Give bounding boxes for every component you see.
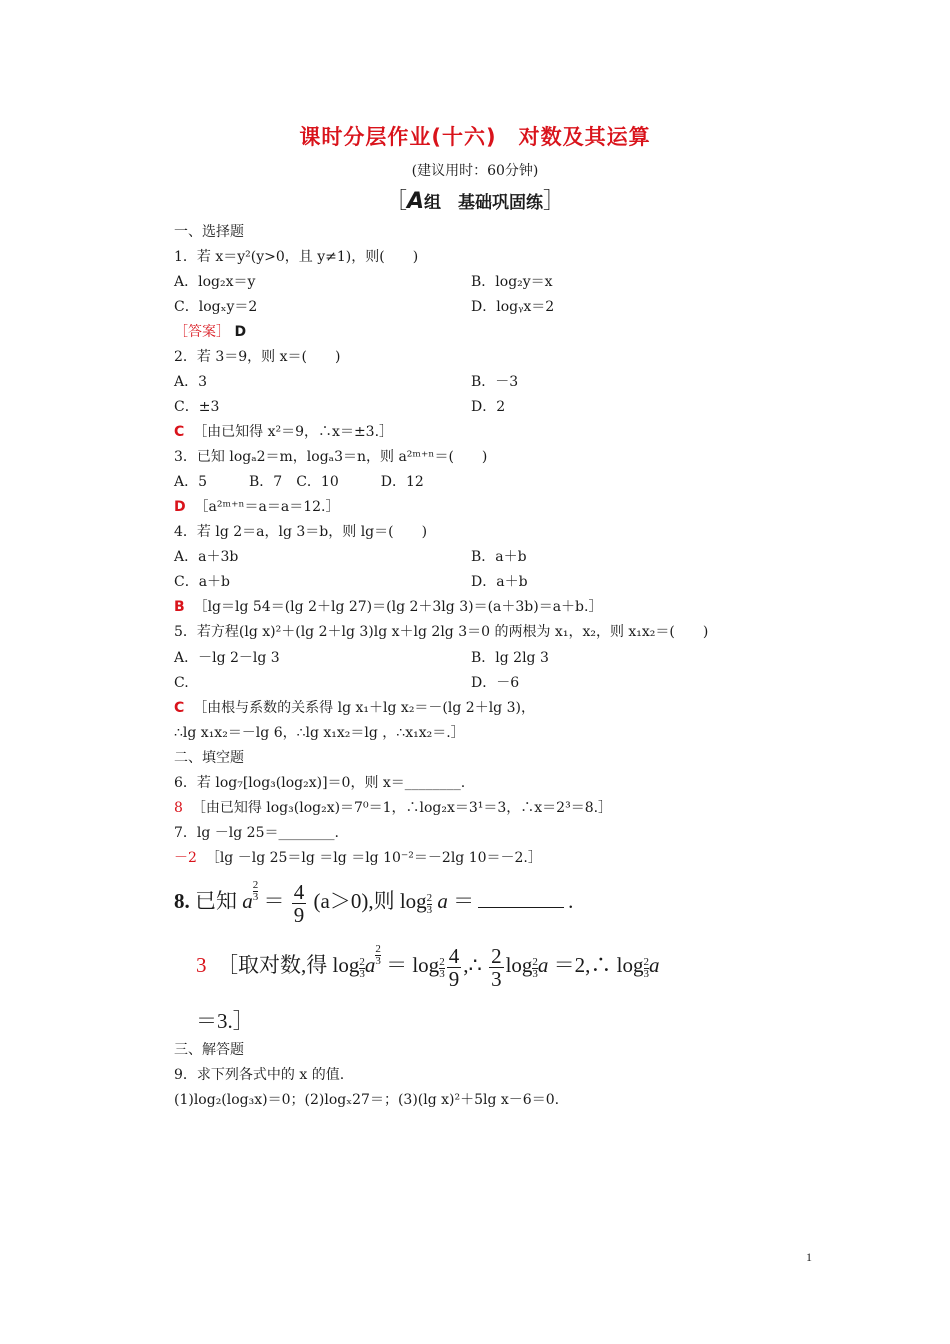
q8-expl-c: ＝2,∴ <box>553 953 612 977</box>
bracket-right: ］ <box>543 189 566 214</box>
q8-expl-b: ,∴ <box>463 953 482 977</box>
q1-option-c: C．logₓy＝2 <box>174 299 258 315</box>
q6-stem: 6．若 log₇[log₃(log₂x)]＝0，则 x＝________. <box>174 775 466 791</box>
q8-log-base: $\frac{2}{3}$ <box>426 892 433 917</box>
q2-option-c: C．±3 <box>174 399 220 415</box>
section-choice: 一、选择题 <box>174 224 244 240</box>
q5-stem: 5．若方程(lg x)²＋(lg 2＋lg 3)lg x＋lg 2lg 3＝0 的两根为 x₁，x₂，则 x₁x₂＝( ) <box>174 624 709 640</box>
q1-answer <box>174 322 246 342</box>
q1-option-d: D．logᵧx＝2 <box>471 299 555 315</box>
page-title: 课时分层作业(十六) 对数及其运算 <box>299 125 651 149</box>
q4-option-b: B．a＋b <box>471 549 527 565</box>
q8-tail-eq: ＝ <box>453 889 475 913</box>
q8-blank <box>478 887 564 908</box>
q8-period: . <box>568 889 574 913</box>
q9-stem: 9．求下列各式中的 x 的值. <box>174 1067 345 1083</box>
q4-stem: 4．若 lg 2＝a，lg 3＝b，则 lg＝( ) <box>174 524 428 540</box>
section-solve: 三、解答题 <box>174 1042 244 1058</box>
q4-option-a: A．a＋3b <box>174 549 239 565</box>
q7-answer-value: －2 <box>174 850 197 866</box>
group-letter: A <box>406 189 425 214</box>
q9-parts: (1)log₂(log₃x)＝0；(2)logₓ27＝；(3)(lg x)²＋5lg x－6＝0. <box>174 1092 560 1108</box>
q8-number: 8. <box>174 889 190 913</box>
q2-stem: 2．若 3＝9，则 x＝( ) <box>174 349 341 365</box>
q5-option-c: C. <box>174 675 189 691</box>
q5-explanation-2: ∴lg x₁x₂＝－lg 6，∴lg x₁x₂＝lg ，∴x₁x₂＝.］ <box>174 725 465 741</box>
q7-stem: 7．lg －lg 25＝________. <box>174 825 339 841</box>
q8-exponent: $\frac{2}{3}$ <box>252 879 259 903</box>
q8-eq: ＝ <box>263 889 285 913</box>
q8-then: ,则 <box>368 889 395 913</box>
q2-option-d: D．2 <box>471 399 506 415</box>
q4-answer-letter: B <box>174 599 185 615</box>
q5-option-a: A．－lg 2－lg 3 <box>174 650 280 666</box>
q4-explanation: ［lg＝lg 54＝(lg 2＋lg 27)＝(lg 2＋3lg 3)＝(a＋3b)＝a＋b.］ <box>193 599 603 615</box>
q3-explanation: ［a²ᵐ⁺ⁿ＝a＝a＝12.］ <box>194 499 340 515</box>
q3-stem: 3．已知 logₐ2＝m，logₐ3＝n，则 a²ᵐ⁺ⁿ＝( ) <box>174 449 488 465</box>
q5-option-d: D．－6 <box>471 675 520 691</box>
q1-option-b: B．log₂y＝x <box>471 274 553 290</box>
q8-stem <box>174 880 573 926</box>
q2-option-b: B．－3 <box>471 374 519 390</box>
q8-answer: 3 ［取对数,得 log $\frac{2}{3}a$ $\frac{2}{3} = \log$ $\frac{2}{3}$ $\frac{4}{9}$ ,∴ $\frac{2}{3}$ log $\frac{2}{3}a$ ＝2,∴ log $\frac{2}{3}a$ <box>196 943 660 991</box>
q1-stem: 1．若 x＝y²(y>0，且 y≠1)，则( ) <box>174 249 419 265</box>
q5-answer <box>174 698 535 718</box>
group-label: 组 基础巩固练 <box>424 193 544 213</box>
q4-answer <box>174 597 602 617</box>
group-header <box>0 184 950 215</box>
q5-option-b: B．lg 2lg 3 <box>471 650 549 666</box>
q1-answer-letter: D <box>234 324 247 340</box>
q8-log: log <box>399 889 427 913</box>
q8-condition: (a＞0) <box>313 889 369 913</box>
q8-var: a <box>242 889 253 913</box>
q2-answer <box>174 422 393 442</box>
q5-answer-letter: C <box>174 700 185 716</box>
q3-answer-letter: D <box>174 499 186 515</box>
q7-answer <box>174 848 542 868</box>
q2-explanation: ［由已知得 x²＝9，∴x＝±3.］ <box>193 424 394 440</box>
q2-answer-letter: C <box>174 424 185 440</box>
q1-option-a: A．log₂x＝y <box>174 274 256 290</box>
q6-answer <box>174 798 612 818</box>
q6-explanation: ［由已知得 log₃(log₂x)＝7⁰＝1，∴log₂x＝3¹＝3，∴x＝2³＝8.］ <box>191 800 613 816</box>
answer-tag: ［答案］ <box>174 324 230 340</box>
q4-option-c: C．a＋b <box>174 574 231 590</box>
q8-rhs-fraction: $\frac{4}{9}$ <box>293 879 305 927</box>
bracket-left: ［ <box>384 189 407 214</box>
q6-answer-value: 8 <box>174 800 183 816</box>
q2-option-a: A．3 <box>174 374 208 390</box>
q8-tail-var: a <box>437 889 448 913</box>
section-fill: 二、填空题 <box>174 750 244 766</box>
q4-option-d: D．a＋b <box>471 574 528 590</box>
page-number: 1 <box>806 1250 812 1264</box>
q8-answer-value: 3 <box>196 953 207 977</box>
q8-lead: 已知 <box>195 889 237 913</box>
q8-expl-a: ［取对数,得 <box>217 953 328 977</box>
q3-answer <box>174 497 339 517</box>
suggested-time: (建议用时：60分钟) <box>411 163 539 179</box>
q8-expl-end: ＝3.］ <box>196 1009 254 1033</box>
q7-explanation: ［lg －lg 25＝lg ＝lg ＝lg 10⁻²＝－2lg 10＝－2.］ <box>205 850 542 866</box>
q5-explanation-1: ［由根与系数的关系得 lg x₁＋lg x₂＝－(lg 2＋lg 3)， <box>193 700 535 716</box>
q3-options: A．5 B．7 C．10 D．12 <box>174 474 424 490</box>
